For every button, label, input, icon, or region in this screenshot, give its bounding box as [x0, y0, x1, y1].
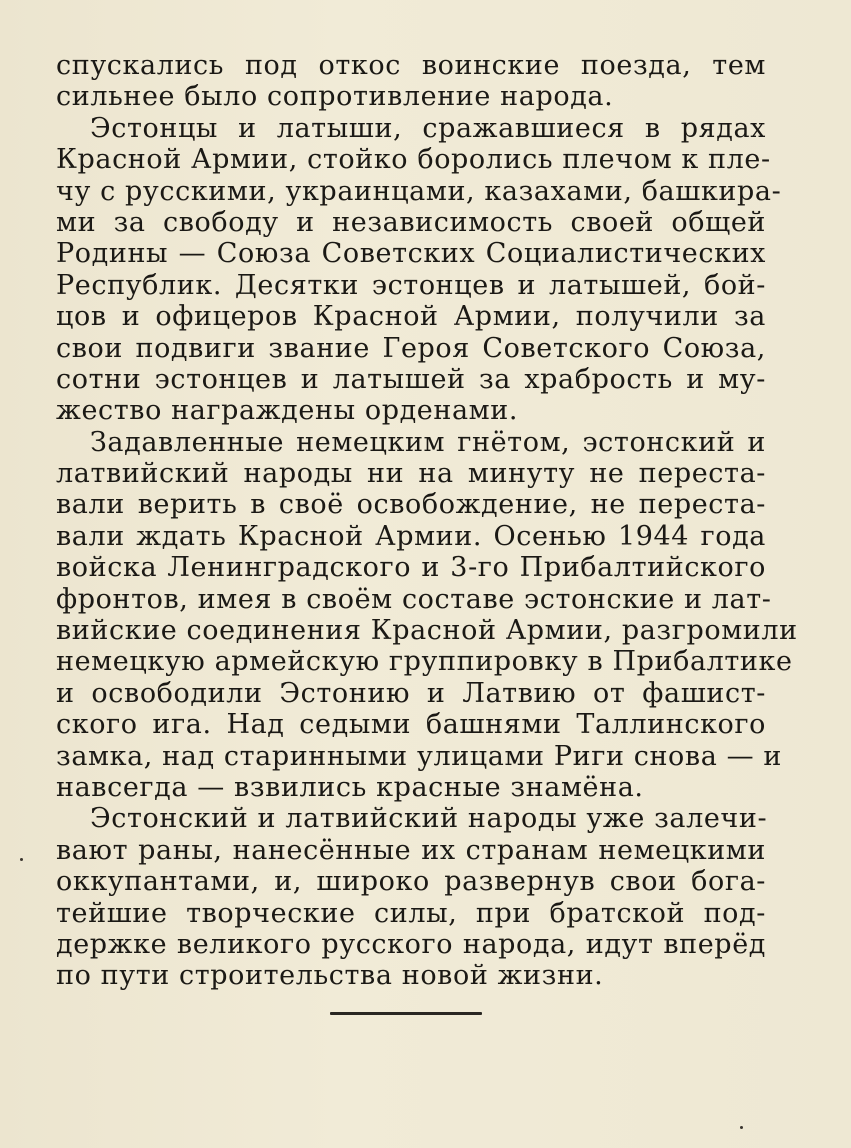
print-speck [740, 1126, 743, 1129]
text-line: Родины — Союза Советских Социалистических [56, 238, 766, 270]
text-line: Красной Армии, стойко боролись плечом к пле- [56, 144, 771, 176]
end-divider-rule [330, 1012, 482, 1015]
text-line: Эстонцы и латыши, сражавшиеся в рядах [90, 112, 766, 144]
text-line: Задавленные немецким гнётом, эстонский и [90, 426, 766, 458]
text-line: свои подвиги звание Героя Советского Союза, [56, 332, 766, 364]
print-speck [20, 858, 23, 861]
text-line: Эстонский и латвийский народы уже залечи- [90, 803, 768, 835]
text-line: сильнее было сопротивление народа. [56, 81, 614, 113]
text-line: держке великого русского народа, идут вперёд [56, 928, 766, 960]
text-line: вали верить в своё освобождение, не переста- [56, 489, 766, 521]
text-line: ми за свободу и независимость своей общей [56, 206, 766, 238]
text-line: спускались под откос воинские поезда, тем [56, 50, 766, 81]
text-line: цов и офицеров Красной Армии, получили за [56, 301, 766, 333]
text-line: фронтов, имея в своём составе эстонские и лат- [56, 583, 772, 615]
text-line: и освободили Эстонию и Латвию от фашист- [56, 677, 766, 709]
text-line: навсегда — взвились красные знамёна. [56, 771, 644, 803]
text-line: ского ига. Над седыми башнями Таллинского [56, 709, 766, 741]
text-line: жество награждены орденами. [56, 395, 519, 427]
text-line: вийские соединения Красной Армии, разгромили [56, 615, 798, 647]
text-line: сотни эстонцев и латышей за храбрость и му- [56, 363, 766, 395]
text-line: по пути строительства новой жизни. [56, 960, 604, 992]
text-line: вают раны, нанесённые их странам немецкими [56, 834, 766, 866]
text-line: Республик. Десятки эстонцев и латышей, бой- [56, 269, 766, 301]
text-line: замка, над старинными улицами Риги снова — и [56, 740, 782, 772]
text-line: латвийский народы ни на минуту не переста- [56, 458, 766, 490]
text-line: немецкую армейскую группировку в Прибалтике [56, 646, 793, 678]
text-line: тейшие творческие силы, при братской под- [56, 897, 766, 929]
text-line: войска Ленинградского и 3-го Прибалтийского [56, 552, 766, 584]
text-line: чу с русскими, украинцами, казахами, башкира- [56, 175, 782, 207]
text-line: оккупантами, и, широко развернув свои бога- [56, 866, 766, 898]
page-text [56, 50, 798, 992]
text-line: вали ждать Красной Армии. Осенью 1944 года [56, 520, 766, 552]
